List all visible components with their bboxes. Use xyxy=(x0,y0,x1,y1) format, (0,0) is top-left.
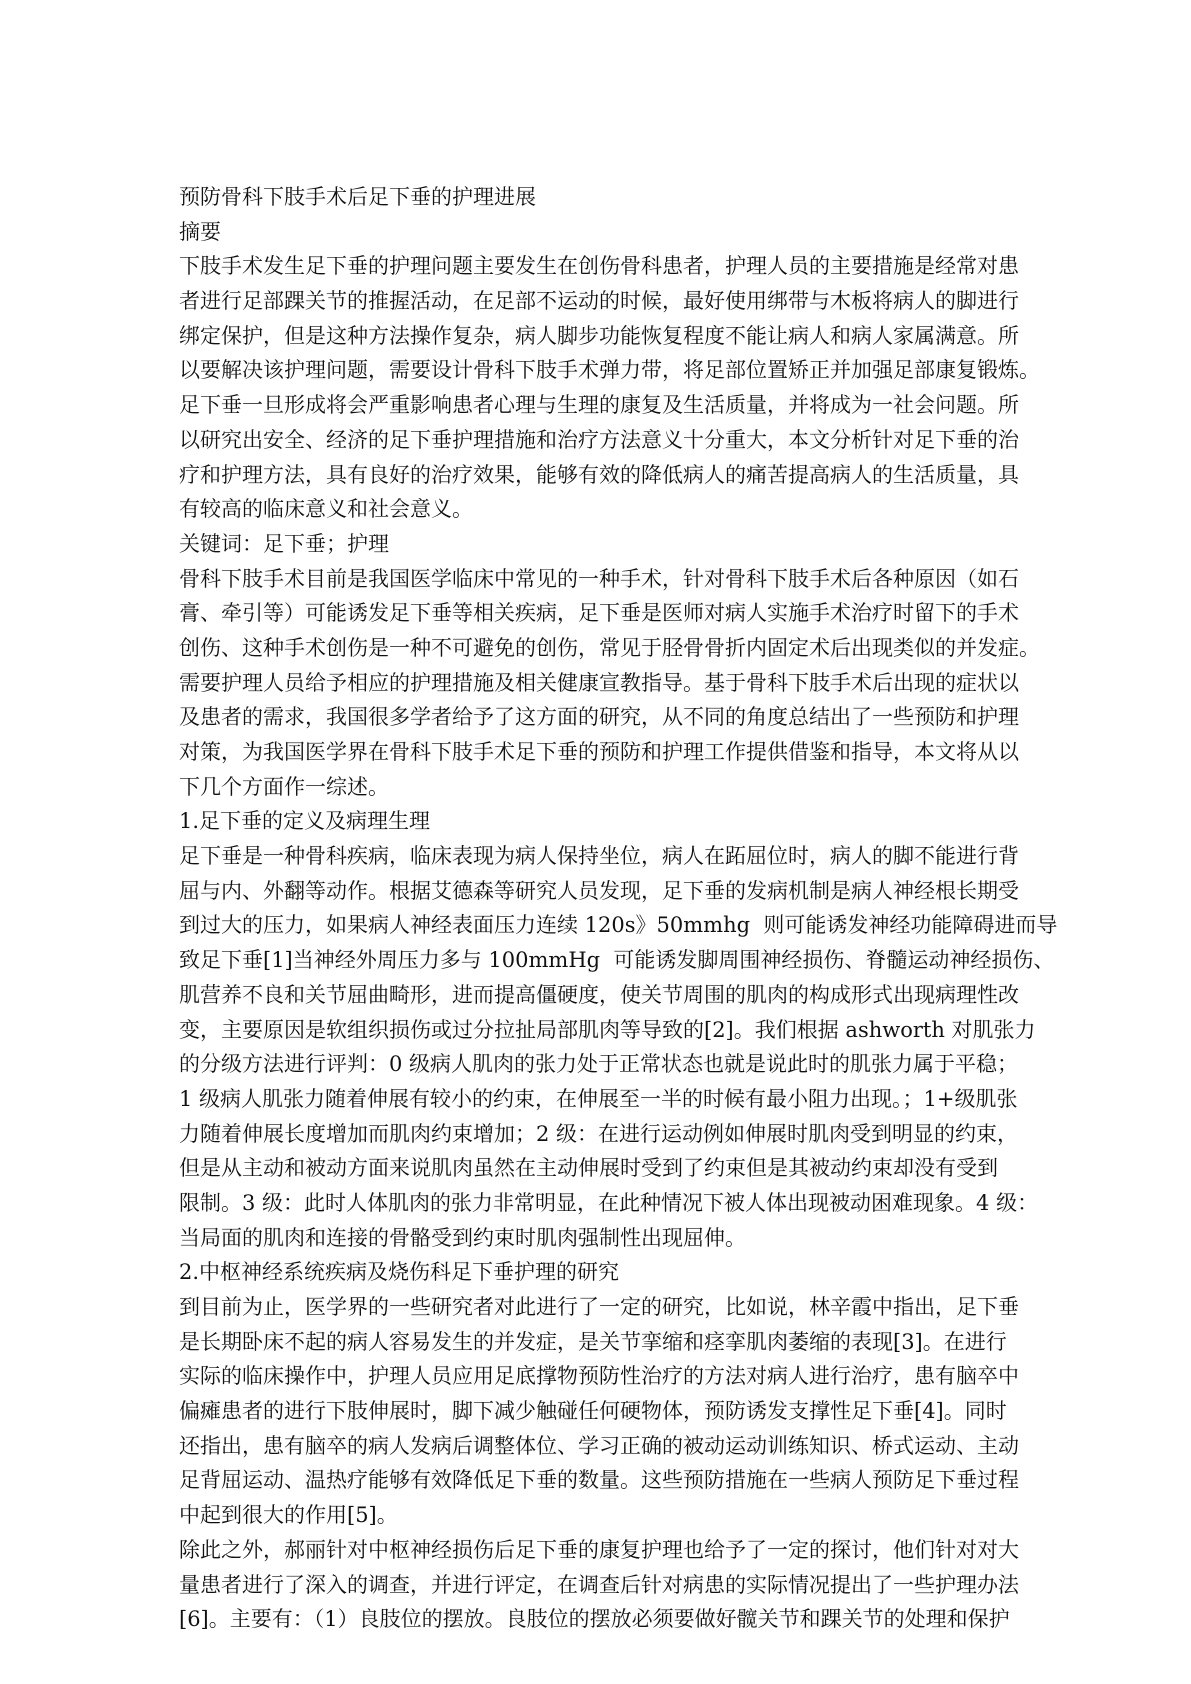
section-2-heading: 2.中枢神经系统疾病及烧伤科足下垂护理的研究 xyxy=(179,1260,620,1285)
section-1-line: 的分级方法进行评判：0 级病人肌肉的张力处于正常状态也就是说此时的肌张力属于平稳； xyxy=(179,1052,1019,1077)
intro-line: 下几个方面作一综述。 xyxy=(179,774,389,799)
intro-line: 需要护理人员给予相应的护理措施及相关健康宣教指导。基于骨科下肢手术后出现的症状以 xyxy=(179,670,1019,695)
section-2-line: 中起到很大的作用[5]。 xyxy=(179,1503,398,1528)
abstract-line: 足下垂一旦形成将会严重影响患者心理与生理的康复及生活质量，并将成为一社会问题。所 xyxy=(179,393,1019,418)
abstract-line: 以要解决该护理问题，需要设计骨科下肢手术弹力带，将足部位置矫正并加强足部康复锻炼。 xyxy=(179,358,1040,383)
section-2-line: 实际的临床操作中，护理人员应用足底撑物预防性治疗的方法对病人进行治疗，患有脑卒中 xyxy=(179,1364,1019,1389)
intro-line: 及患者的需求，我国很多学者给予了这方面的研究，从不同的角度总结出了一些预防和护理 xyxy=(179,705,1019,730)
section-2-line: 偏瘫患者的进行下肢伸展时，脚下减少触碰任何硬物体，预防诱发支撑性足下垂[4]。同时 xyxy=(179,1399,1007,1424)
keywords-line: 关键词：足下垂；护理 xyxy=(179,531,389,556)
abstract-line: 下肢手术发生足下垂的护理问题主要发生在创伤骨科患者，护理人员的主要措施是经常对患 xyxy=(179,254,1019,279)
section-1-paragraph xyxy=(179,839,1058,1255)
section-1-line: 力随着伸展长度增加而肌肉约束增加；2 级：在进行运动例如伸展时肌肉受到明显的约束， xyxy=(179,1121,1019,1146)
section-1-line: 限制。3 级：此时人体肌肉的张力非常明显，在此种情况下被人体出现被动困难现象。4 级： xyxy=(179,1190,1039,1215)
abstract-line: 疗和护理方法，具有良好的治疗效果，能够有效的降低病人的痛苦提高病人的生活质量，具 xyxy=(179,462,1019,487)
section-1-line: 屈与内、外翻等动作。根据艾德森等研究人员发现，足下垂的发病机制是病人神经根长期受 xyxy=(179,878,1019,903)
intro-line: 创伤、这种手术创伤是一种不可避免的创伤，常见于胫骨骨折内固定术后出现类似的并发症。 xyxy=(179,635,1040,660)
section-1-heading: 1.足下垂的定义及病理生理 xyxy=(179,809,431,834)
section-1-line: 但是从主动和被动方面来说肌肉虽然在主动伸展时受到了约束但是其被动约束却没有受到 xyxy=(179,1156,998,1181)
section-1-line: 当局面的肌肉和连接的骨骼受到约束时肌肉强制性出现屈伸。 xyxy=(179,1225,746,1250)
intro-line: 骨科下肢手术目前是我国医学临床中常见的一种手术，针对骨科下肢手术后各种原因（如石 xyxy=(179,566,1019,591)
section-2-line: 到目前为止，医学界的一些研究者对此进行了一定的研究，比如说，林辛霞中指出，足下垂 xyxy=(179,1295,1019,1319)
section-2-line: 足背屈运动、温热疗能够有效降低足下垂的数量。这些预防措施在一些病人预防足下垂过程 xyxy=(179,1468,1019,1493)
section-2b-line: 量患者进行了深入的调查，并进行评定，在调查后针对病患的实际情况提出了一些护理办法 xyxy=(179,1572,1019,1597)
section-2-line: 还指出，患有脑卒的病人发病后调整体位、学习正确的被动运动训练知识、桥式运动、主动 xyxy=(179,1433,1019,1458)
section-2b-line: 除此之外，郝丽针对中枢神经损伤后足下垂的康复护理也给予了一定的探讨，他们针对对大 xyxy=(179,1537,1019,1562)
section-1-line: 肌营养不良和关节屈曲畸形，进而提高僵硬度，使关节周围的肌肉的构成形式出现病理性改 xyxy=(179,982,1019,1007)
intro-line: 对策，为我国医学界在骨科下肢手术足下垂的预防和护理工作提供借鉴和指导，本文将从以 xyxy=(179,740,1019,764)
abstract-paragraph xyxy=(179,249,1040,527)
abstract-line: 者进行足部踝关节的推握活动，在足部不运动的时候，最好使用绑带与木板将病人的脚进行 xyxy=(179,289,1019,314)
intro-line: 膏、牵引等）可能诱发足下垂等相关疾病，足下垂是医师对病人实施手术治疗时留下的手术 xyxy=(179,601,1019,626)
section-1-line: 足下垂是一种骨科疾病，临床表现为病人保持坐位，病人在跖屈位时，病人的脚不能进行背 xyxy=(179,844,1019,869)
section-2b-line: [6]。主要有：（1）良肢位的摆放。良肢位的摆放必须要做好髋关节和踝关节的处理和保护 xyxy=(179,1607,1010,1632)
abstract-line: 有较高的临床意义和社会意义。 xyxy=(179,497,473,522)
document-title: 预防骨科下肢手术后足下垂的护理进展 xyxy=(179,185,536,209)
section-2-paragraph xyxy=(179,1290,1019,1533)
section-1-line: 变，主要原因是软组织损伤或过分拉扯局部肌肉等导致的[2]。我们根据 ashworth 对肌张力 xyxy=(179,1017,1036,1042)
abstract-line: 绑定保护，但是这种方法操作复杂，病人脚步功能恢复程度不能让病人和病人家属满意。所 xyxy=(179,323,1019,348)
section-2-line: 是长期卧床不起的病人容易发生的并发症，是关节挛缩和痉挛肌肉萎缩的表现[3]。在进行 xyxy=(179,1329,1007,1354)
section-1-line: 到过大的压力，如果病人神经表面压力连续 120s》50mmhg 则可能诱发神经功能障碍进而导 xyxy=(179,913,1058,938)
section-2-paragraph-2 xyxy=(179,1533,1019,1637)
section-1-line: 致足下垂[1]当神经外周压力多与 100mmHg 可能诱发脚周围神经损伤、脊髓运动神经损伤、 xyxy=(179,948,1055,973)
intro-paragraph xyxy=(179,562,1040,805)
document-page xyxy=(179,180,1058,1637)
section-1-line: 1 级病人肌张力随着伸展有较小的约束，在伸展至一半的时候有最小阻力出现。；1+级肌张 xyxy=(179,1086,1018,1111)
abstract-line: 以研究出安全、经济的足下垂护理措施和治疗方法意义十分重大，本文分析针对足下垂的治 xyxy=(179,427,1019,452)
abstract-heading: 摘要 xyxy=(179,219,221,244)
